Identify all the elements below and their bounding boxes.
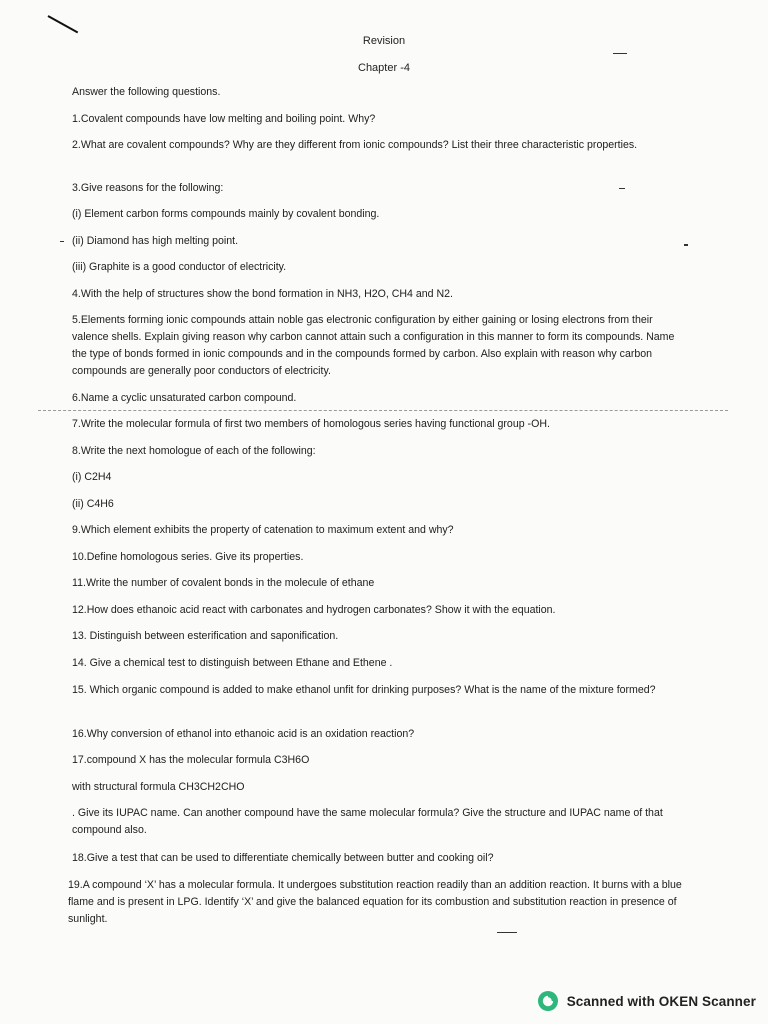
question-12: 12.How does ethanoic acid react with carbonates and hydrogen carbonates? Show it with the equation. [72, 604, 556, 616]
question-6: 6.Name a cyclic unsaturated carbon compound. [72, 392, 297, 404]
question-3-part-iii: (iii) Graphite is a good conductor of electricity. [72, 261, 287, 273]
question-17-formula: with structural formula CH3CH2CHO [72, 781, 245, 793]
question-13: 13. Distinguish between esterification and saponification. [72, 630, 339, 642]
scan-speck [619, 188, 625, 189]
question-10: 10.Define homologous series. Give its properties. [72, 551, 304, 563]
scanner-watermark [537, 989, 756, 1013]
chapter-heading: Chapter -4 [358, 62, 410, 74]
question-8-part-ii: (ii) C4H6 [72, 498, 114, 510]
scan-speck [613, 53, 627, 54]
oken-scanner-logo-icon [537, 990, 559, 1012]
page-divider [38, 410, 728, 411]
pen-mark [48, 15, 79, 33]
question-15: 15. Which organic compound is added to make ethanol unfit for drinking purposes? What is the name of the mixture formed? [72, 684, 656, 696]
page-title: Revision [362, 35, 406, 47]
instructions: Answer the following questions. [72, 86, 221, 98]
question-1: 1.Covalent compounds have low melting and boiling point. Why? [72, 113, 376, 125]
question-2: 2.What are covalent compounds? Why are they different from ionic compounds? List their three characteristic properties. [72, 139, 638, 151]
question-3-part-i: (i) Element carbon forms compounds mainly by covalent bonding. [72, 208, 380, 220]
question-11: 11.Write the number of covalent bonds in the molecule of ethane [72, 577, 375, 589]
question-3: 3.Give reasons for the following: [72, 182, 224, 194]
question-4: 4.With the help of structures show the bond formation in NH3, H2O, CH4 and N2. [72, 288, 453, 300]
question-16: 16.Why conversion of ethanol into ethanoic acid is an oxidation reaction? [72, 728, 415, 740]
scan-speck [684, 244, 688, 246]
question-8: 8.Write the next homologue of each of the following: [72, 445, 316, 457]
question-19: 19.A compound ‘X’ has a molecular formula. It undergoes substitution reaction readily than an addition reaction. It burns with a blue flame and is present in LPG. Identify ‘X’ and give the balanced equation for its combustion and substitution reaction in presence of sunlight. [68, 879, 682, 925]
question-18: 18.Give a test that can be used to differentiate chemically between butter and cooking oil? [72, 852, 494, 864]
question-17: 17.compound X has the molecular formula C3H6O [72, 754, 310, 766]
scanner-label: Scanned with OKEN Scanner [566, 993, 756, 1009]
question-14: 14. Give a chemical test to distinguish between Ethane and Ethene . [72, 657, 393, 669]
question-5: 5.Elements forming ionic compounds attain noble gas electronic configuration by either gaining or losing electrons from their valence shells. Explain giving reason why carbon cannot attain such a configuration in this manner to form its compounds. Name the type of bonds formed in ionic compounds and in the compounds formed by carbon. Also explain with reason why carbon compounds are generally poor conductors of electricity. [72, 314, 675, 377]
question-17-continued: . Give its IUPAC name. Can another compound have the same molecular formula? Give the structure and IUPAC name of that compound also. [72, 807, 663, 836]
question-7: 7.Write the molecular formula of first two members of homologous series having functional group -OH. [72, 418, 550, 430]
scan-speck [497, 932, 517, 933]
question-8-part-i: (i) C2H4 [72, 471, 112, 483]
scan-speck [60, 241, 64, 242]
question-9: 9.Which element exhibits the property of catenation to maximum extent and why? [72, 524, 454, 536]
question-3-part-ii: (ii) Diamond has high melting point. [72, 235, 239, 247]
